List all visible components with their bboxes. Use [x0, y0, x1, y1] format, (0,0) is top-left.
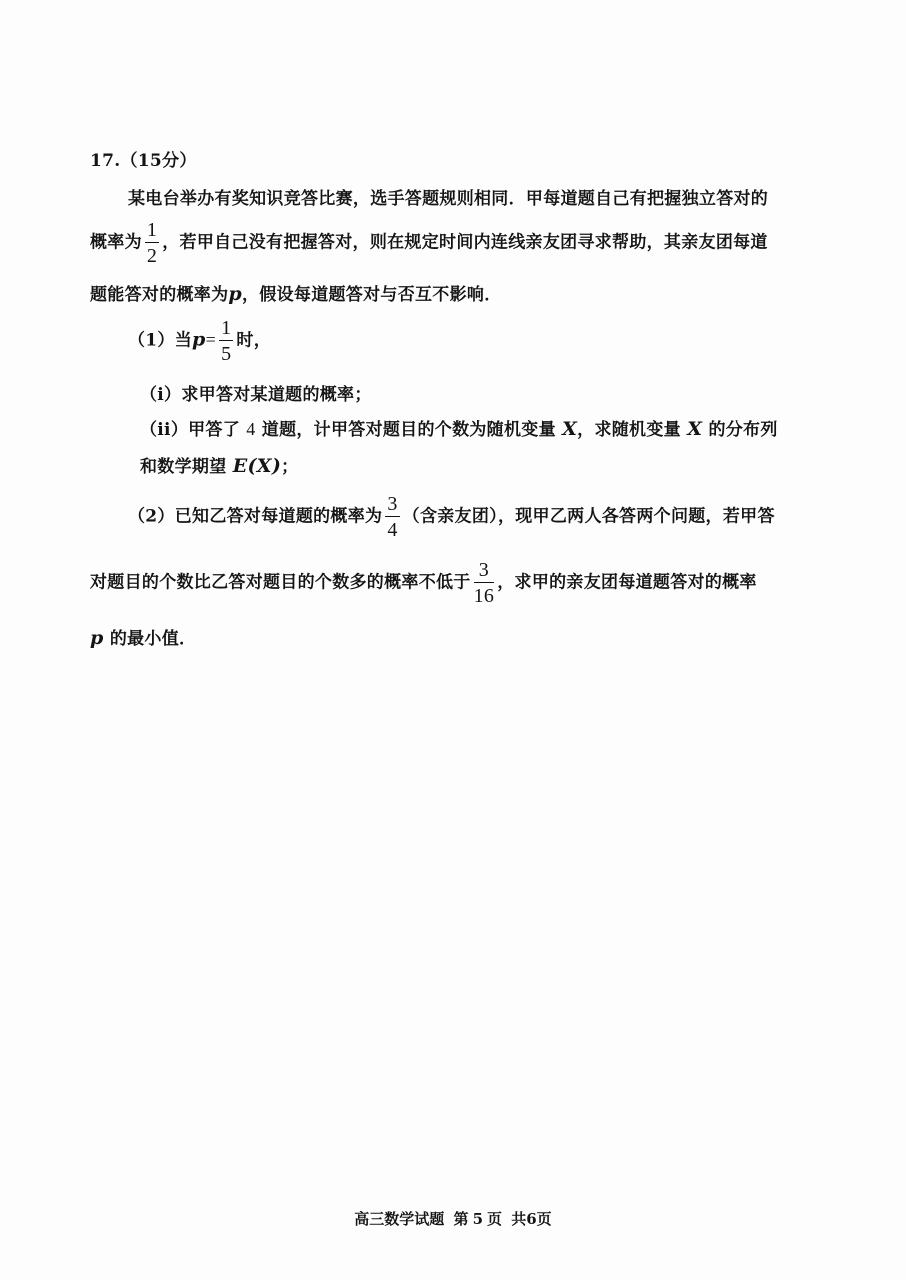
problem-stem-line-3	[90, 280, 502, 305]
fraction-numerator: 3	[474, 560, 495, 583]
fraction-three-quarters	[385, 494, 399, 540]
page-footer	[0, 1208, 906, 1229]
sub-text: ；	[281, 457, 299, 477]
problem-stem-line-2	[90, 220, 768, 266]
stem-text: ，假设每道题答对与否互不影响．	[242, 285, 502, 305]
sub-text: 道题，计甲答对题目的个数为随机变量	[261, 420, 556, 440]
expectation-ex: E(X)	[232, 455, 282, 477]
part-text: （2）已知乙答对每道题的概率为	[128, 506, 383, 527]
problem-number: 17.（15分）	[90, 151, 197, 171]
fraction-denominator: 2	[146, 245, 158, 267]
part-2-line-2	[90, 560, 757, 606]
footer-page-prefix: 第	[453, 1210, 469, 1228]
part-2-line-1	[128, 494, 775, 540]
sub-text: 和数学期望	[140, 457, 227, 477]
stem-text: 概率为	[90, 232, 142, 253]
part-text: 对题目的个数比乙答对题目的个数多的概率不低于	[90, 572, 471, 593]
fraction-numerator: 1	[146, 219, 158, 241]
footer-page-suffix: 页	[487, 1210, 503, 1228]
footer-total-pages: 共6页	[511, 1210, 552, 1228]
part-1-sub-i: （i）求甲答对某道题的概率；	[140, 385, 372, 405]
part-1-sub-ii-line-2	[140, 452, 298, 477]
fraction-one-fifth	[219, 318, 233, 364]
number-four: 4	[246, 419, 256, 439]
fraction-denominator: 16	[473, 585, 495, 607]
fraction-one-half	[145, 220, 159, 266]
sub-text: （ii）甲答了	[140, 420, 241, 440]
part-text: 的最小值．	[109, 629, 197, 649]
sub-text: ，求随机变量	[577, 420, 681, 440]
variable-x: X	[687, 418, 703, 440]
stem-text: ，若甲自己没有把握答对，则在规定时间内连线亲友团寻求帮助，其亲友团每道	[162, 232, 768, 253]
part-1-sub-ii-line-1	[140, 415, 778, 440]
part-text: （含亲友团），现甲乙两人各答两个问题，若甲答	[402, 506, 775, 527]
equals-sign: =	[205, 329, 217, 350]
variable-p: p	[192, 328, 206, 351]
fraction-three-sixteenths	[474, 560, 495, 606]
fraction-denominator: 4	[387, 519, 398, 541]
fraction-denominator: 5	[221, 343, 232, 365]
part-text: ，求甲的亲友团每道题答对的概率	[497, 572, 757, 593]
part-label: （1）当	[128, 330, 193, 351]
sub-text: 的分布列	[708, 420, 778, 440]
footer-page-number: 5	[472, 1210, 483, 1228]
fraction-numerator: 1	[221, 317, 232, 339]
part-text: 时，	[236, 330, 271, 351]
fraction-numerator: 3	[387, 493, 398, 515]
footer-subject: 高三数学试题	[354, 1210, 445, 1228]
variable-p: p	[228, 283, 242, 305]
part-1-condition	[128, 318, 271, 364]
part-2-line-3	[90, 624, 196, 649]
problem-stem-line-1: 某电台举办有奖知识竞答比赛，选手答题规则相同．甲每道题自己有把握独立答对的	[128, 189, 769, 209]
variable-p: p	[90, 627, 104, 649]
stem-text: 题能答对的概率为	[90, 285, 229, 305]
variable-x: X	[562, 418, 578, 440]
